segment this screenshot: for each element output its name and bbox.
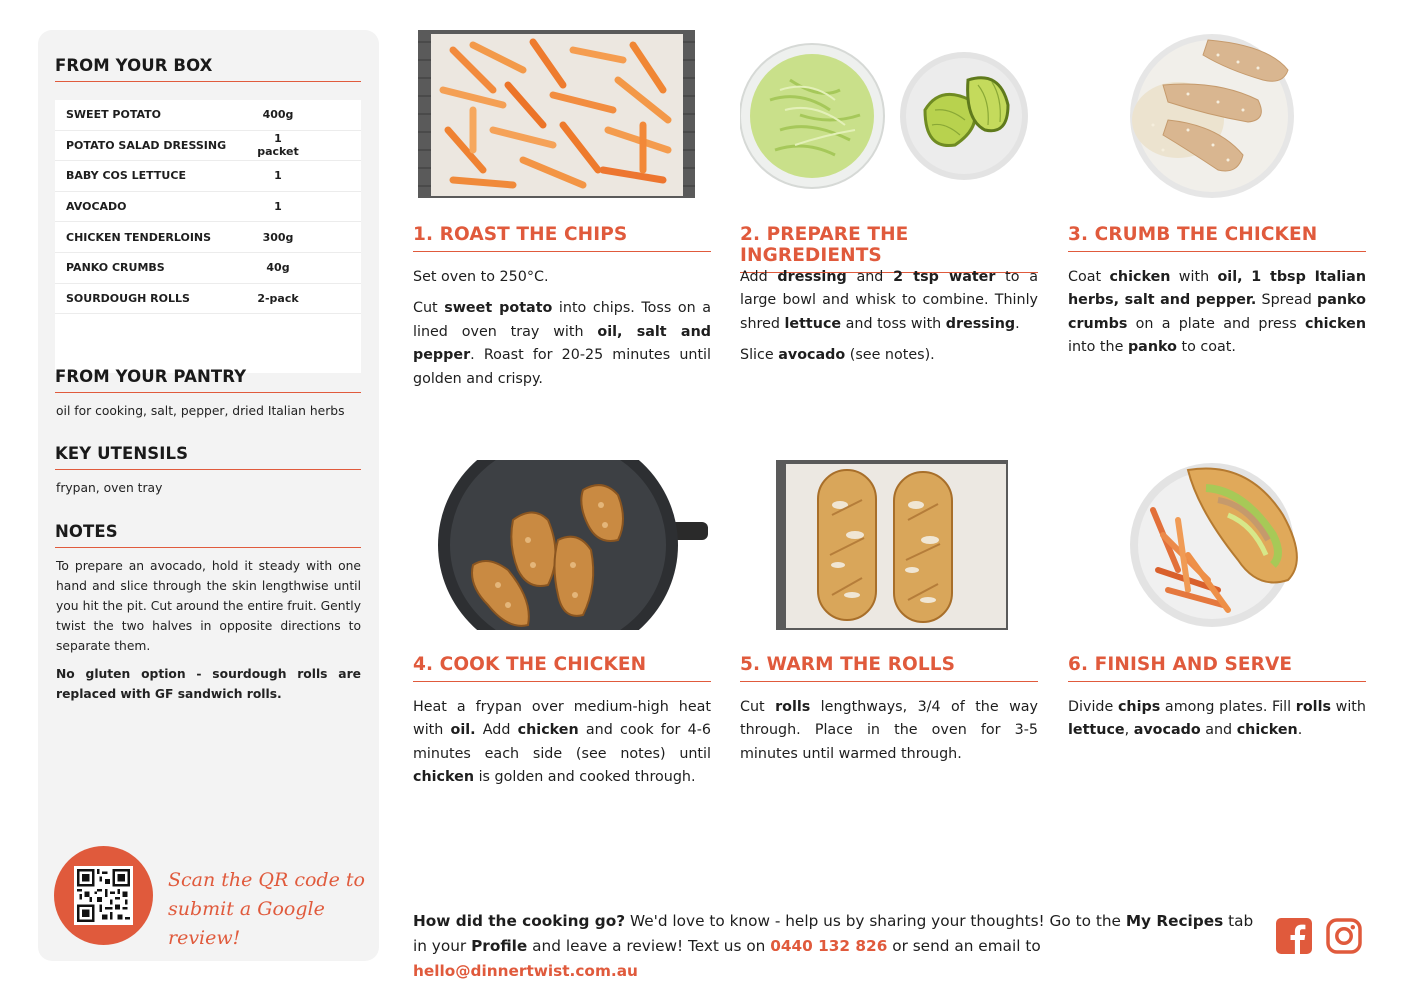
ingredient-name: PANKO CRUMBS (66, 261, 165, 275)
step-title: 1. ROAST THE CHIPS (413, 224, 711, 252)
warm-rolls-image (740, 460, 1038, 630)
ingredient-qty: 400g (262, 108, 294, 122)
chips-tray-image (413, 30, 711, 200)
gluten-note: No gluten option - sourdough rolls are replaced with GF sandwich rolls. (56, 667, 361, 701)
step-paragraph: Slice avocado (see notes). (740, 347, 935, 364)
step-paragraph: Add dressing and 2 tsp water to a large bowl and whisk to combine. Thinly shred lettuce and toss with dressing. (740, 269, 1038, 332)
step-title: 2. PREPARE THE INGREDIENTS (740, 224, 1038, 273)
pantry-text: oil for cooking, salt, pepper, dried Italian herbs (56, 404, 345, 418)
table-row (55, 222, 361, 253)
ingredient-qty: 2-pack (257, 291, 299, 305)
step-paragraph: Cut rolls lengthways, 3/4 of the way through. Place in the oven for 3-5 minutes until warmed through. (740, 699, 1038, 762)
step-body (740, 266, 1038, 376)
ingredient-name: CHICKEN TENDERLOINS (66, 230, 212, 244)
step-body (1068, 266, 1366, 368)
ingredient-name: SOURDOUGH ROLLS (66, 291, 190, 305)
ingredient-qty: 1 (274, 169, 282, 183)
step-title: 4. COOK THE CHICKEN (413, 654, 711, 682)
ingredient-qty: 1 (274, 200, 282, 214)
table-row (55, 192, 361, 223)
facebook-icon[interactable] (1276, 918, 1312, 954)
ingredients-sidebar (38, 30, 379, 961)
notes-heading: NOTES (55, 522, 361, 548)
step-paragraph: Heat a frypan over medium-high heat with oil. Add chicken and cook for 4-6 minutes each side (see notes) until chicken is golden and cooked through. (413, 699, 711, 786)
ingredient-qty: 300g (262, 230, 294, 244)
step-body (740, 696, 1038, 774)
ingredient-name: SWEET POTATO (66, 108, 161, 122)
box-heading: FROM YOUR BOX (55, 56, 361, 82)
qr-code-icon[interactable] (74, 866, 133, 925)
frypan-chicken-image (413, 460, 711, 630)
footer-question: How did the cooking go? (413, 912, 626, 930)
step-paragraph: Set oven to 250°C. (413, 269, 549, 285)
step-body (413, 266, 711, 399)
table-row (55, 131, 361, 162)
profile-label: Profile (471, 937, 528, 955)
review-footer: How did the cooking go? We'd love to know - help us by sharing your thoughts! Go to the My Recipes tab in your Profile and leave a review! Text us on 0440 132 826 or send an email to hello@dinnertwist.com.au (413, 912, 1254, 980)
table-row (55, 284, 361, 315)
finished-dish-image (1068, 460, 1366, 630)
step-title: 5. WARM THE ROLLS (740, 654, 1038, 682)
box-ingredients-table (55, 100, 361, 373)
email-link[interactable]: hello@dinnertwist.com.au (413, 962, 638, 980)
notes-text: To prepare an avocado, hold it steady with one hand and slice through the skin lengthwise until you hit the pit. Cut around the entire fruit. Gently twist the two halves in opposite directions to separate them. (56, 559, 361, 653)
step-body (413, 696, 711, 798)
table-row (55, 253, 361, 284)
qr-caption (168, 866, 368, 953)
step-body (1068, 696, 1366, 751)
phone-link[interactable]: 0440 132 826 (770, 937, 888, 955)
qr-caption-line: Scan the QR code to (168, 869, 365, 891)
ingredient-name: POTATO SALAD DRESSING (66, 138, 227, 152)
table-row (55, 161, 361, 192)
my-recipes-label: My Recipes (1125, 912, 1224, 930)
qr-badge[interactable] (54, 846, 153, 945)
step-title: 6. FINISH AND SERVE (1068, 654, 1366, 682)
ingredient-qty: 1 packet (257, 132, 299, 159)
ingredient-qty: 40g (266, 261, 290, 275)
ingredient-name: AVOCADO (66, 200, 127, 214)
pantry-heading: FROM YOUR PANTRY (55, 367, 361, 393)
utensils-text: frypan, oven tray (56, 481, 163, 495)
lettuce-avocado-image (740, 30, 1038, 200)
instagram-icon[interactable] (1326, 918, 1362, 954)
ingredient-name: BABY COS LETTUCE (66, 169, 186, 183)
utensils-heading: KEY UTENSILS (55, 444, 361, 470)
step-paragraph: Divide chips among plates. Fill rolls with lettuce, avocado and chicken. (1068, 699, 1366, 739)
crumbed-chicken-image (1068, 30, 1366, 200)
step-paragraph: Coat chicken with oil, 1 tbsp Italian herbs, salt and pepper. Spread panko crumbs on a plate and press chicken into the panko to coat. (1068, 269, 1367, 356)
table-row (55, 100, 361, 131)
qr-caption-line: submit a Google review! (168, 898, 325, 949)
step-title: 3. CRUMB THE CHICKEN (1068, 224, 1366, 252)
step-paragraph: Cut sweet potato into chips. Toss on a lined oven tray with oil, salt and pepper. Roast for 20-25 minutes until golden and crispy. (413, 300, 712, 387)
